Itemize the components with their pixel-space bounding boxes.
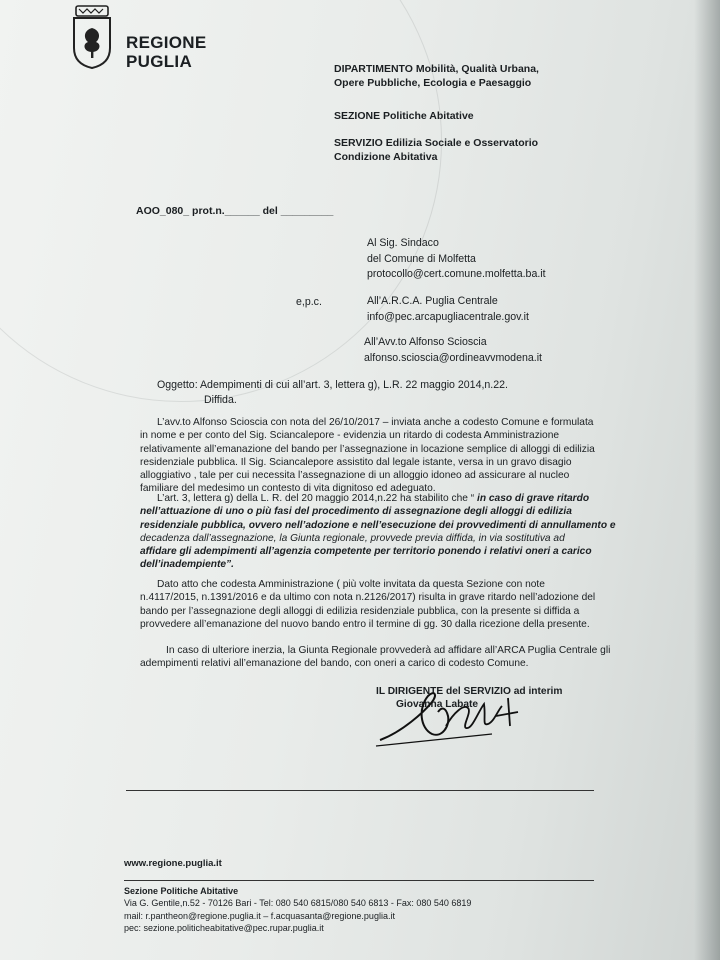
service-line-1: SERVIZIO Edilizia Sociale e Osservatorio — [334, 137, 539, 149]
service-line-2: Condizione Abitativa — [334, 151, 438, 163]
handwritten-signature — [372, 682, 530, 752]
page-edge-shadow — [694, 0, 720, 960]
recipient-mayor — [367, 236, 546, 283]
law-quote-line: residenziale pubblica, ovvero nell’adozione e nell’esecuzione dei provvedimenti di annullamento e — [140, 519, 616, 531]
footer-mail: mail: r.pantheon@regione.puglia.it – f.acquasanta@regione.puglia.it — [124, 910, 395, 921]
paragraph-3 — [140, 578, 595, 631]
text-line: residenziale pubblica. Il Sig. Sciancalepore assistito dal legale istante, versa in un gravo disagio — [140, 456, 572, 468]
text-line: L’avv.to Alfonso Scioscia con nota del 26/10/2017 – inviata anche a codesto Comune e formulata — [157, 417, 594, 428]
logo-line-1: REGIONE — [126, 33, 207, 52]
footer-rule-bottom — [124, 880, 594, 881]
text-line: In caso di ulteriore inerzia, la Giunta Regionale provvederà ad affidare all’ARCA Puglia Centrale gli — [166, 645, 611, 656]
footer-pec: pec: sezione.politicheabitative@pec.rupar.puglia.it — [124, 923, 324, 934]
protocol-line: AOO_080_ prot.n.______ del _________ — [136, 205, 334, 217]
department-line-2: Opere Pubbliche, Ecologia e Paesaggio — [334, 77, 532, 89]
department-line-1: DIPARTIMENTO Mobilità, Qualità Urbana, — [334, 63, 539, 75]
law-citation: L’art. 3, lettera g) della L. R. del 20 maggio 2014,n.22 ha stabilito che “ — [157, 493, 477, 504]
text-line: adempimenti relativi all’emanazione del bando, con oneri a carico di codesto Comune. — [140, 658, 529, 670]
recipient-email: info@pec.arcapugliacentrale.gov.it — [367, 310, 529, 323]
regione-puglia-emblem-icon — [70, 4, 114, 70]
text-line: n.4117/2015, n.1391/2016 e da ultimo con nota n.2126/2017) risulta in grave ritardo nell’adozione del — [140, 592, 596, 604]
logo-line-2: PUGLIA — [126, 52, 193, 71]
paragraph-1 — [140, 416, 595, 496]
law-quote-line: affidare gli adempimenti all’agenzia competente per territorio ponendo i relativi oneri a carico — [140, 546, 592, 558]
website-link[interactable]: www.regione.puglia.it — [124, 858, 222, 869]
text-line: provvedere all’emanazione del nuovo bando entro il termine di gg. 30 dalla ricezione della presente. — [140, 618, 590, 630]
subject-line-1: Oggetto: Adempimenti di cui all’art. 3, lettera g), L.R. 22 maggio 2014,n.22. — [157, 379, 508, 391]
recipient-line: Al Sig. Sindaco — [367, 237, 439, 249]
recipient-email: protocollo@cert.comune.molfetta.ba.it — [367, 268, 546, 280]
epc-label: e,p.c. — [296, 296, 322, 308]
signatory-title: IL DIRIGENTE del SERVIZIO ad interim — [376, 686, 563, 697]
logo-wordmark — [126, 33, 207, 71]
footer-section-name: Sezione Politiche Abitative — [124, 886, 239, 896]
text-line: relativamente all’emanazione del bando per l’assegnazione in locazione semplice di alloggi di edilizia — [140, 443, 595, 455]
text-line: alloggiativo , tale per cui necessita l’assegnazione di un alloggio idoneo ad assicurare al nucleo — [140, 470, 570, 482]
paragraph-2 — [140, 492, 616, 572]
text-line — [140, 492, 616, 505]
law-quote-start: in caso di grave ritardo — [476, 493, 590, 504]
recipient-line: All’Avv.to Alfonso Scioscia — [364, 336, 487, 348]
recipient-line: All’A.R.C.A. Puglia Centrale — [367, 295, 498, 307]
law-quote-line: dell’inadempiente”. — [140, 559, 234, 571]
text-line: bando per l’assegnazione degli alloggi di edilizia residenziale pubblica, con la presente si diffida a — [140, 605, 580, 617]
text-line: Dato atto che codesta Amministrazione ( più volte invitata da questa Sezione con note — [157, 579, 545, 590]
recipient-email: alfonso.scioscia@ordineavvmodena.it — [364, 351, 542, 364]
subject-line-2: Diffida. — [204, 393, 237, 406]
footer-contacts — [124, 885, 471, 935]
text-line: familiare del medesimo un contesto di vita dignitoso ed adeguato. — [140, 483, 436, 495]
section-heading: SEZIONE Politiche Abitative — [334, 110, 474, 122]
text-line: in nome e per conto del Sig. Sciancalepore - evidenzia un ritardo di codesta Amministrazione — [140, 430, 560, 442]
footer-rule-top — [126, 790, 594, 791]
recipient-lawyer — [364, 335, 542, 366]
law-quote-line: nell’attuazione di uno o più fasi del procedimento di assegnazione degli alloggi di edilizia — [140, 506, 572, 518]
footer-address: Via G. Gentile,n.52 - 70126 Bari - Tel: 080 540 6815/080 540 6813 - Fax: 080 540 6819 — [124, 898, 472, 909]
law-quote-line: decadenza dall’assegnazione, la Giunta regionale, provvede previa diffida, in via sostitutiva ad — [140, 532, 565, 544]
signatory-name: Giovanna Labate — [396, 699, 479, 710]
paragraph-4 — [140, 644, 610, 671]
subject-block — [157, 378, 508, 407]
recipient-arca — [367, 294, 529, 325]
recipient-line: del Comune di Molfetta — [367, 252, 476, 265]
